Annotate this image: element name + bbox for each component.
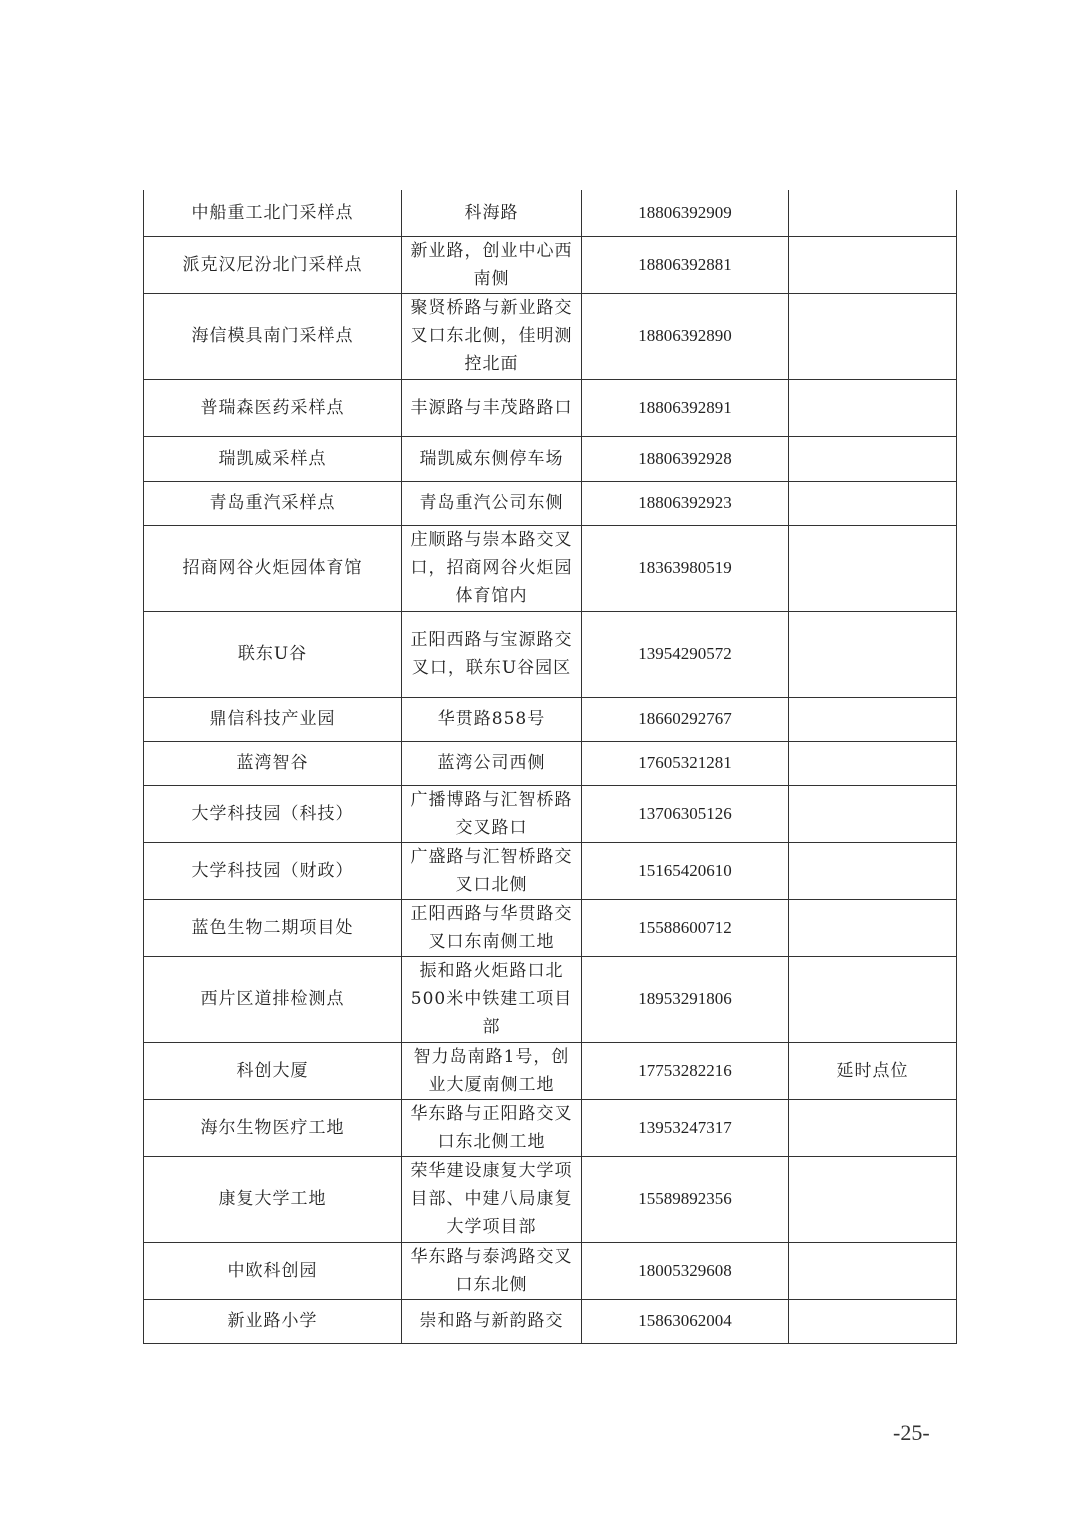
phone-cell: 13953247317 (582, 1099, 789, 1156)
address-cell: 青岛重汽公司东侧 (402, 481, 582, 525)
site-name-cell: 派克汉尼汾北门采样点 (144, 236, 402, 293)
sampling-points-table (143, 190, 957, 1344)
phone-cell: 18806392890 (582, 293, 789, 379)
address-cell: 广盛路与汇智桥路交叉口北侧 (402, 842, 582, 899)
phone-cell: 18660292767 (582, 697, 789, 741)
table-row (144, 785, 957, 842)
note-cell (789, 1099, 957, 1156)
table-row (144, 236, 957, 293)
address-cell: 华东路与正阳路交叉口东北侧工地 (402, 1099, 582, 1156)
address-cell: 华贯路858号 (402, 697, 582, 741)
table-row (144, 697, 957, 741)
site-name-cell: 鼎信科技产业园 (144, 697, 402, 741)
phone-cell: 13954290572 (582, 611, 789, 697)
address-cell: 正阳西路与宝源路交叉口，联东U谷园区 (402, 611, 582, 697)
note-cell (789, 436, 957, 481)
note-cell (789, 190, 957, 236)
table-row (144, 379, 957, 436)
phone-cell: 13706305126 (582, 785, 789, 842)
note-cell (789, 899, 957, 956)
site-name-cell: 康复大学工地 (144, 1156, 402, 1242)
address-cell: 丰源路与丰茂路路口 (402, 379, 582, 436)
table-row (144, 842, 957, 899)
note-cell (789, 741, 957, 785)
phone-cell: 18363980519 (582, 525, 789, 611)
site-name-cell: 海尔生物医疗工地 (144, 1099, 402, 1156)
note-cell (789, 611, 957, 697)
phone-cell: 18806392923 (582, 481, 789, 525)
phone-cell: 18806392881 (582, 236, 789, 293)
note-cell (789, 525, 957, 611)
table-row (144, 956, 957, 1042)
note-cell (789, 1156, 957, 1242)
phone-cell: 15589892356 (582, 1156, 789, 1242)
site-name-cell: 科创大厦 (144, 1042, 402, 1099)
phone-cell: 18806392891 (582, 379, 789, 436)
site-name-cell: 大学科技园（科技） (144, 785, 402, 842)
table-row (144, 1242, 957, 1299)
address-cell: 蓝湾公司西侧 (402, 741, 582, 785)
table-row (144, 293, 957, 379)
address-cell: 智力岛南路1号，创业大厦南侧工地 (402, 1042, 582, 1099)
note-cell (789, 379, 957, 436)
address-cell: 振和路火炬路口北500米中铁建工项目部 (402, 956, 582, 1042)
address-cell: 瑞凯威东侧停车场 (402, 436, 582, 481)
address-cell: 新业路，创业中心西南侧 (402, 236, 582, 293)
site-name-cell: 青岛重汽采样点 (144, 481, 402, 525)
note-cell: 延时点位 (789, 1042, 957, 1099)
note-cell (789, 293, 957, 379)
table-body (144, 190, 957, 1343)
table-row (144, 436, 957, 481)
note-cell (789, 956, 957, 1042)
site-name-cell: 中欧科创园 (144, 1242, 402, 1299)
table-row (144, 741, 957, 785)
address-cell: 荣华建设康复大学项目部、中建八局康复大学项目部 (402, 1156, 582, 1242)
site-name-cell: 新业路小学 (144, 1299, 402, 1343)
table-row (144, 1099, 957, 1156)
address-cell: 崇和路与新韵路交 (402, 1299, 582, 1343)
address-cell: 庄顺路与崇本路交叉口，招商网谷火炬园体育馆内 (402, 525, 582, 611)
site-name-cell: 蓝色生物二期项目处 (144, 899, 402, 956)
note-cell (789, 481, 957, 525)
site-name-cell: 西片区道排检测点 (144, 956, 402, 1042)
address-cell: 广播博路与汇智桥路交叉路口 (402, 785, 582, 842)
address-cell: 正阳西路与华贯路交叉口东南侧工地 (402, 899, 582, 956)
address-cell: 华东路与泰鸿路交叉口东北侧 (402, 1242, 582, 1299)
phone-cell: 15863062004 (582, 1299, 789, 1343)
site-name-cell: 招商网谷火炬园体育馆 (144, 525, 402, 611)
phone-cell: 18953291806 (582, 956, 789, 1042)
address-cell: 聚贤桥路与新业路交叉口东北侧，佳明测控北面 (402, 293, 582, 379)
phone-cell: 15165420610 (582, 842, 789, 899)
phone-cell: 18005329608 (582, 1242, 789, 1299)
site-name-cell: 大学科技园（财政） (144, 842, 402, 899)
note-cell (789, 842, 957, 899)
table-row (144, 481, 957, 525)
note-cell (789, 1242, 957, 1299)
phone-cell: 17605321281 (582, 741, 789, 785)
table-row (144, 899, 957, 956)
note-cell (789, 236, 957, 293)
note-cell (789, 785, 957, 842)
phone-cell: 15588600712 (582, 899, 789, 956)
table-row (144, 190, 957, 236)
site-name-cell: 海信模具南门采样点 (144, 293, 402, 379)
table-row (144, 1156, 957, 1242)
site-name-cell: 瑞凯威采样点 (144, 436, 402, 481)
table-row (144, 1299, 957, 1343)
site-name-cell: 蓝湾智谷 (144, 741, 402, 785)
table-row (144, 1042, 957, 1099)
note-cell (789, 697, 957, 741)
site-name-cell: 普瑞森医药采样点 (144, 379, 402, 436)
address-cell: 科海路 (402, 190, 582, 236)
table-row (144, 525, 957, 611)
site-name-cell: 中船重工北门采样点 (144, 190, 402, 236)
phone-cell: 17753282216 (582, 1042, 789, 1099)
phone-cell: 18806392928 (582, 436, 789, 481)
site-name-cell: 联东U谷 (144, 611, 402, 697)
phone-cell: 18806392909 (582, 190, 789, 236)
table-row (144, 611, 957, 697)
page-number: -25- (893, 1420, 930, 1445)
note-cell (789, 1299, 957, 1343)
